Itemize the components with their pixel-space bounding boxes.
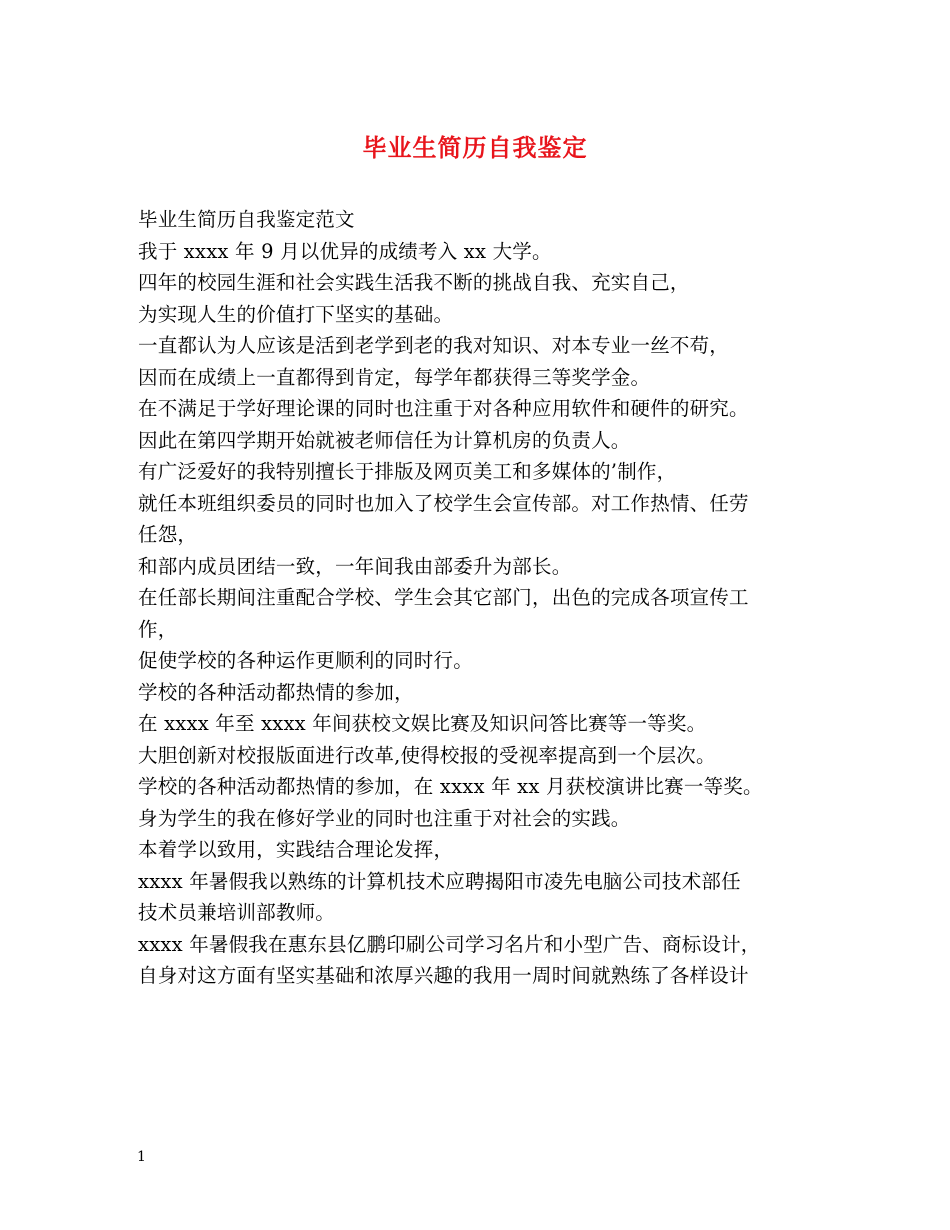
body-line: 四年的校园生涯和社会实践生活我不断的挑战自我、充实自己， — [138, 271, 690, 294]
document-body — [138, 204, 818, 992]
body-line: 自身对这方面有坚实基础和浓厚兴趣的我用一周时间就熟练了各样设计 — [138, 964, 749, 987]
body-line: 本着学以致用，实践结合理论发挥， — [138, 838, 454, 861]
body-line: 学校的各种活动都热情的参加， — [138, 680, 414, 704]
body-line: 促使学校的各种运作更顺利的同时行。 — [138, 649, 473, 672]
body-line: 毕业生简历自我鉴定范文 — [138, 208, 355, 231]
body-line: 因而在成绩上一直都得到肯定，每学年都获得三等奖学金。 — [138, 365, 651, 389]
body-line: 在任部长期间注重配合学校、学生会其它部门，出色的完成各项宣传工 — [138, 586, 749, 609]
body-line: 在 xxxx 年至 xxxx 年间获校文娱比赛及知识问答比赛等一等奖。 — [138, 712, 707, 735]
body-line: 和部内成员团结一致，一年间我由部委升为部长。 — [138, 554, 572, 578]
page-number: 1 — [137, 1149, 146, 1165]
body-line: xxxx 年暑假我以熟练的计算机技术应聘揭阳市凌先电脑公司技术部任 — [138, 869, 741, 893]
body-line: 任怨， — [138, 523, 198, 546]
body-line: 因此在第四学期开始就被老师信任为计算机房的负责人。 — [138, 428, 631, 452]
body-line: 身为学生的我在修好学业的同时也注重于对社会的实践。 — [138, 806, 631, 830]
body-line: 就任本班组织委员的同时也加入了校学生会宣传部。对工作热情、任劳 — [138, 491, 749, 515]
body-line: 我于 xxxx 年 9 月以优异的成绩考入 xx 大学。 — [138, 239, 552, 263]
body-line: 有广泛爱好的我特别擅长于排版及网页美工和多媒体的’制作， — [138, 460, 677, 483]
body-line: 为实现人生的价值打下坚实的基础。 — [138, 302, 454, 326]
body-line: 学校的各种活动都热情的参加，在 xxxx 年 xx 月获校演讲比赛一等奖。 — [138, 775, 763, 798]
body-line: xxxx 年暑假我在惠东县亿鹏印刷公司学习名片和小型广告、商标设计， — [138, 932, 761, 956]
document-title: 毕业生简历自我鉴定 — [362, 133, 588, 162]
body-line: 在不满足于学好理论课的同时也注重于对各种应用软件和硬件的研究。 — [138, 397, 749, 420]
body-line: 技术员兼培训部教师。 — [138, 901, 336, 924]
body-line: 一直都认为人应该是活到老学到老的我对知识、对本专业一丝不苟， — [138, 334, 730, 357]
body-line: 大胆创新对校报版面进行改革,使得校报的受视率提高到一个层次。 — [138, 743, 716, 767]
body-line: 作， — [138, 617, 178, 641]
